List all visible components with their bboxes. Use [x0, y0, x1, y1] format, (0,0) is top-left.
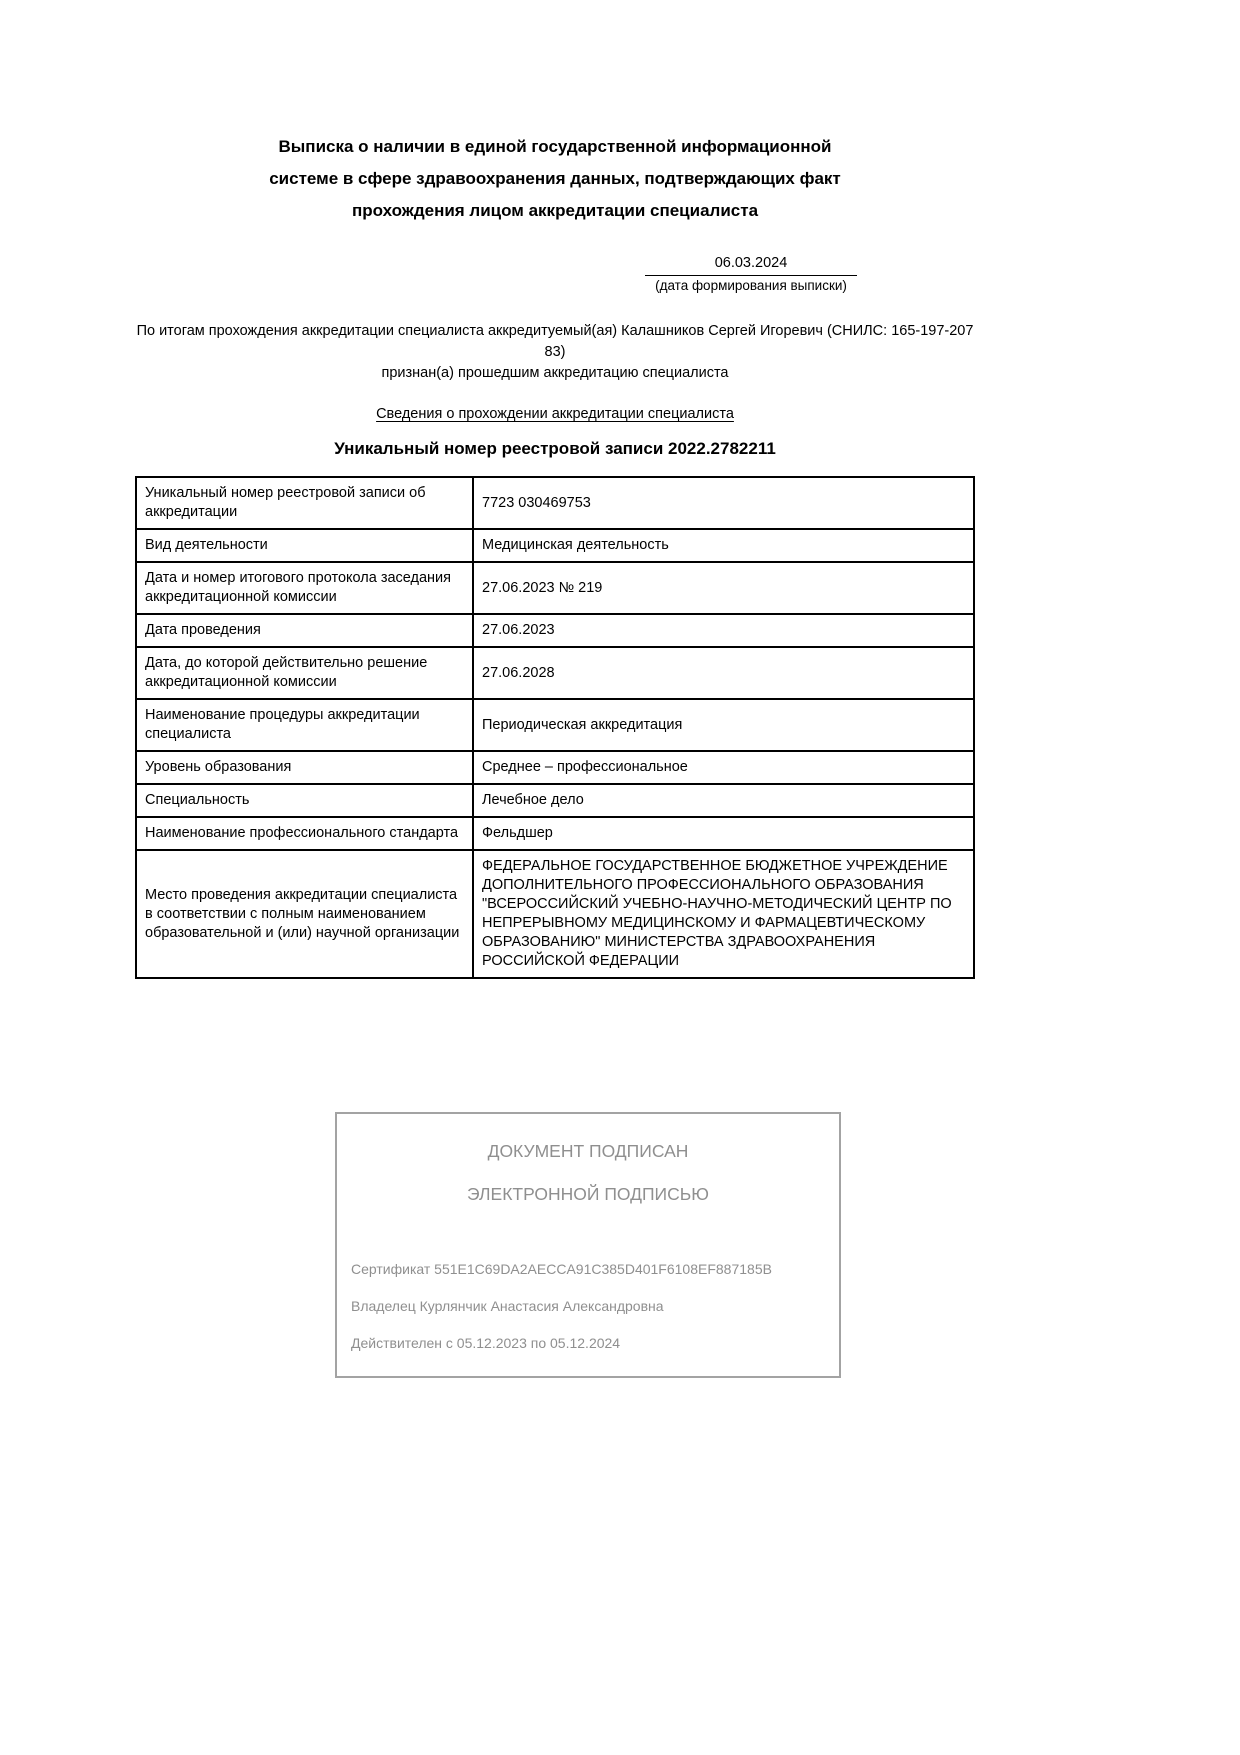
signature-owner: Владелец Курлянчик Анастасия Александровна: [351, 1298, 664, 1314]
row-label: Дата, до которой действительно решение аккредитационной комиссии: [136, 647, 473, 699]
row-label: Специальность: [136, 784, 473, 817]
row-value: Фельдшер: [473, 817, 974, 850]
row-label: Место проведения аккредитации специалиста в соответствии с полным наименованием образовательной и (или) научной организации: [136, 850, 473, 978]
table-row: [136, 562, 974, 614]
accreditation-table: [135, 476, 975, 979]
title-line-3: прохождения лицом аккредитации специалиста: [351, 201, 759, 220]
registry-record-heading: Уникальный номер реестровой записи 2022.2782211: [334, 439, 776, 458]
title-line-1: Выписка о наличии в единой государственной информационной: [278, 137, 832, 156]
row-value: 27.06.2023 № 219: [473, 562, 974, 614]
row-label: Наименование профессионального стандарта: [136, 817, 473, 850]
signature-validity: Действителен с 05.12.2023 по 05.12.2024: [351, 1335, 621, 1351]
title-line-2: системе в сфере здравоохранения данных, подтверждающих факт: [269, 169, 841, 188]
table-row: [136, 529, 974, 562]
extract-date-block: [645, 253, 857, 295]
row-label: Дата проведения: [136, 614, 473, 647]
row-value: Лечебное дело: [473, 784, 974, 817]
row-value: 27.06.2023: [473, 614, 974, 647]
electronic-signature-stamp: [335, 1112, 841, 1378]
table-row: [136, 751, 974, 784]
row-value: Медицинская деятельность: [473, 529, 974, 562]
document-content: [135, 0, 975, 1378]
table-row: [136, 699, 974, 751]
row-value: 7723 030469753: [473, 477, 974, 529]
intro-line-1: По итогам прохождения аккредитации специалиста аккредитуемый(ая) Калашников Сергей Игоревич (СНИЛС: 165-197-207 83): [136, 323, 974, 360]
row-value: ФЕДЕРАЛЬНОЕ ГОСУДАРСТВЕННОЕ БЮДЖЕТНОЕ УЧРЕЖДЕНИЕ ДОПОЛНИТЕЛЬНОГО ПРОФЕССИОНАЛЬНОГО ОБРАЗОВАНИЯ "ВСЕРОССИЙСКИЙ УЧЕБНО-НАУЧНО-МЕТОДИЧЕСКИЙ ЦЕНТР ПО НЕПРЕРЫВНОМУ МЕДИЦИНСКОМУ И ФАРМАЦЕВТИЧЕСКОМУ ОБРАЗОВАНИЮ" МИНИСТЕРСТВА ЗДРАВООХРАНЕНИЯ РОССИЙСКОЙ ФЕДЕРАЦИИ: [473, 850, 974, 978]
row-label: Вид деятельности: [136, 529, 473, 562]
document-title: [135, 131, 975, 227]
row-value: 27.06.2028: [473, 647, 974, 699]
table-row: [136, 614, 974, 647]
section-heading: Сведения о прохождении аккредитации специалиста: [376, 406, 734, 422]
signature-details: [337, 1260, 839, 1352]
accreditation-table-body: [136, 477, 974, 978]
row-label: Наименование процедуры аккредитации специалиста: [136, 699, 473, 751]
intro-paragraph: [135, 321, 975, 384]
table-row: [136, 850, 974, 978]
row-label: Дата и номер итогового протокола заседания аккредитационной комиссии: [136, 562, 473, 614]
signature-certificate: Сертификат 551E1C69DA2AECCA91C385D401F6108EF887185B: [351, 1261, 772, 1277]
extract-date: 06.03.2024: [645, 253, 857, 276]
intro-line-2: признан(а) прошедшим аккредитацию специалиста: [381, 365, 729, 381]
table-row: [136, 647, 974, 699]
table-row: [136, 784, 974, 817]
signature-heading-line-2: ЭЛЕКТРОННОЙ ПОДПИСЬЮ: [467, 1184, 709, 1204]
table-row: [136, 817, 974, 850]
row-value: Периодическая аккредитация: [473, 699, 974, 751]
row-label: Уникальный номер реестровой записи об аккредитации: [136, 477, 473, 529]
row-label: Уровень образования: [136, 751, 473, 784]
signature-heading-line-1: ДОКУМЕНТ ПОДПИСАН: [487, 1141, 689, 1161]
row-value: Среднее – профессиональное: [473, 751, 974, 784]
extract-date-caption: (дата формирования выписки): [655, 278, 847, 293]
table-row: [136, 477, 974, 529]
